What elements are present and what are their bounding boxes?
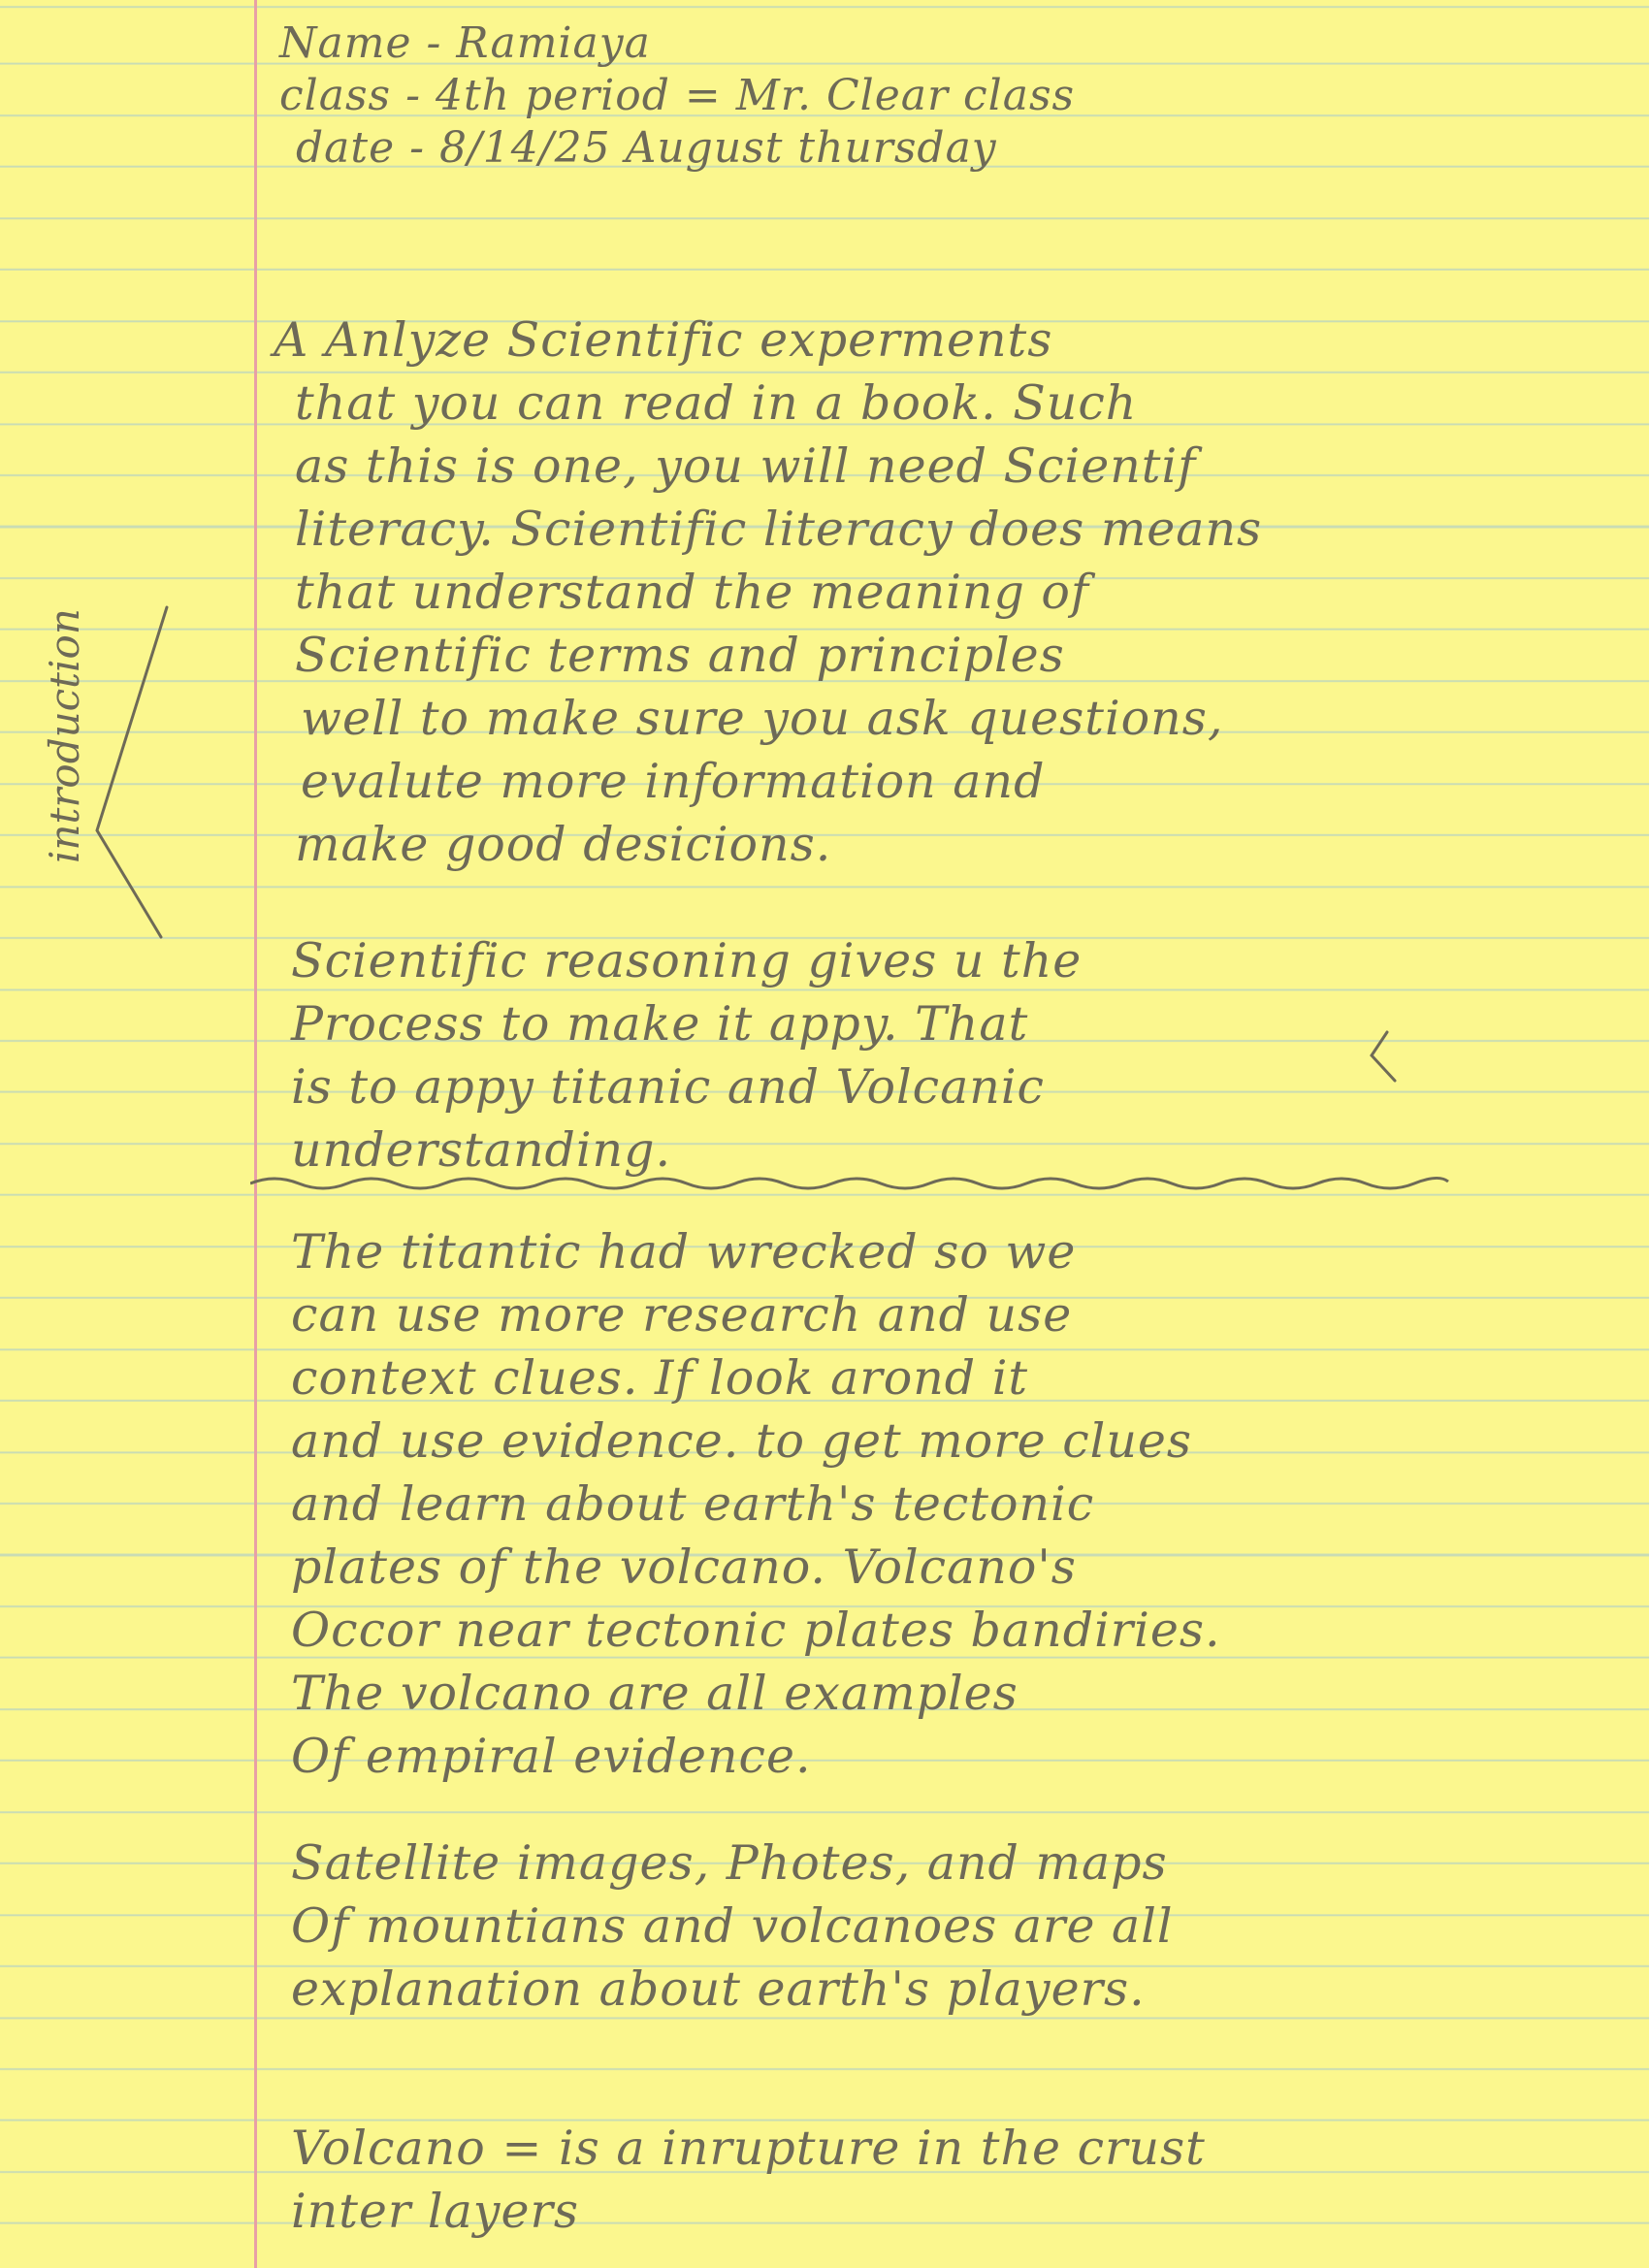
text-line: can use more research and use [291,1287,1073,1343]
text-line: make good desicions. [295,817,832,872]
text-line: evalute more information and [301,754,1046,809]
text-line: as this is one, you will need Scientif [295,438,1197,494]
text-line: inter layers [291,2184,580,2239]
text-line: and learn about earth's tectonic [291,1476,1095,1532]
paragraph-2 [291,929,1082,1182]
text-line: Scientific terms and principles [295,628,1065,683]
text-line: Satellite images, Photes, and maps [291,1835,1168,1891]
text-line: A Anlyze Scientific experments [274,312,1053,368]
paragraph-5 [291,2117,1206,2243]
text-line: Of empiral evidence. [291,1729,812,1784]
paragraph-3 [291,1220,1221,1788]
margin-line [254,0,257,2268]
bracket-mark [78,582,175,941]
text-line: Process to make it appy. That [291,996,1029,1052]
section-divider [250,1164,1453,1203]
text-line: plates of the volcano. Volcano's [291,1539,1077,1595]
bracket-mark [1366,1026,1401,1094]
paragraph-4 [291,1831,1174,2021]
text-line: context clues. If look arond it [291,1350,1029,1406]
text-line: Scientific reasoning gives u the [291,933,1083,988]
text-line: Volcano = is a inrupture in the crust [291,2121,1206,2176]
text-line: The titantic had wrecked so we [291,1224,1077,1280]
name-line: Name - Ramiaya [279,18,651,68]
paragraph-1 [274,308,1262,876]
text-line: explanation about earth's players. [291,1961,1146,2017]
text-line: Occor near tectonic plates bandiries. [291,1603,1221,1658]
text-line: well to make sure you ask questions, [301,691,1224,746]
text-line: The volcano are all examples [291,1666,1018,1721]
date-line: date - 8/14/25 August thursday [296,123,997,173]
class-line: class - 4th period = Mr. Clear class [279,71,1076,120]
text-line: and use evidence. to get more clues [291,1413,1193,1469]
text-line: is to appy titanic and Volcanic [291,1059,1045,1115]
text-line: that you can read in a book. Such [295,375,1138,431]
text-line: that understand the meaning of [295,565,1090,620]
text-line: understanding. [291,1122,672,1178]
text-line: literacy. Scientific literacy does means [295,502,1263,557]
margin-note: introduction [41,608,88,863]
text-line: Of mountians and volcanoes are all [291,1898,1174,1954]
